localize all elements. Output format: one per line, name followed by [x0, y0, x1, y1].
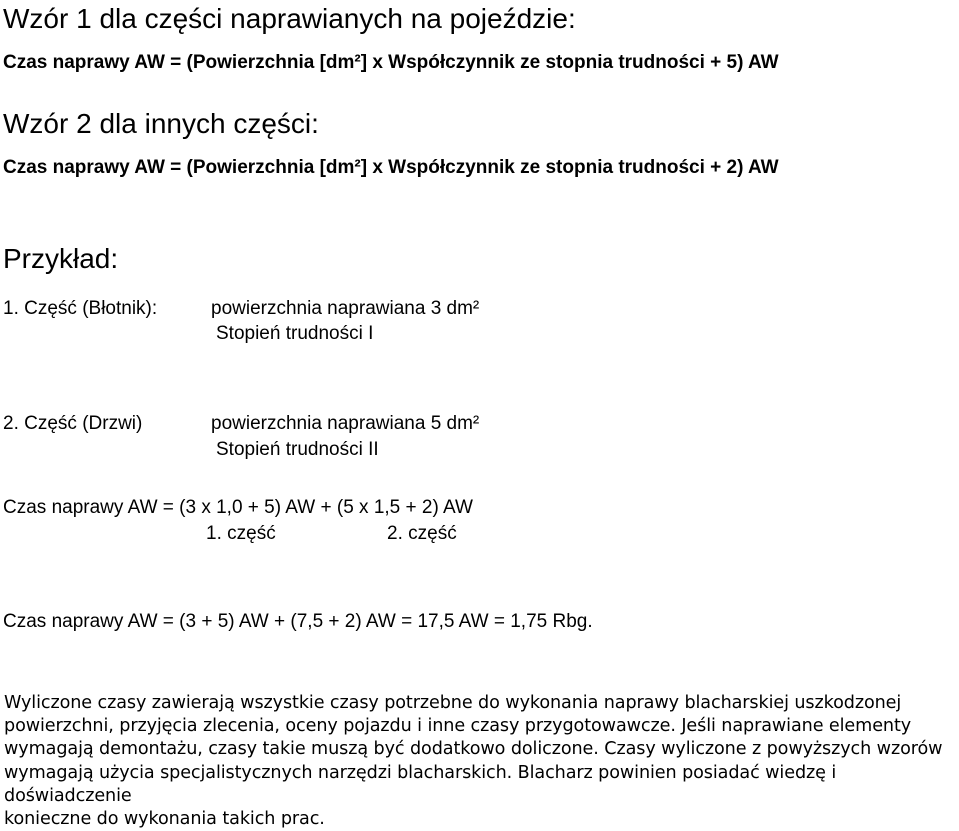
notes-line: wymagają demontażu, czasy takie muszą być dodatkowo doliczone. Czasy wyliczone z powyższych wzorów — [4, 739, 943, 760]
notes-line: konieczne do wykonania takich prac. — [4, 809, 325, 830]
part-2-difficulty: Stopień trudności II — [216, 439, 379, 460]
heading-formula-1: Wzór 1 dla części naprawianych na pojeździe: — [3, 3, 576, 34]
part-2-surface: powierzchnia naprawiana 5 dm² — [211, 413, 480, 434]
part-1-difficulty: Stopień trudności I — [216, 323, 374, 344]
example-heading: Przykład: — [3, 243, 119, 274]
heading-formula-2: Wzór 2 dla innych części: — [3, 108, 319, 139]
calculation-part-1-caption: 1. część — [206, 523, 276, 544]
notes-paragraph — [4, 692, 956, 831]
notes-line: wymagają użycia specjalistycznych narzędzi blacharskich. Blacharz powinien posiadać wiedzę i doświadczenie — [4, 762, 837, 806]
calculation-line: Czas naprawy AW = (3 x 1,0 + 5) AW + (5 x 1,5 + 2) AW — [3, 497, 473, 518]
part-1-surface: powierzchnia naprawiana 3 dm² — [211, 298, 480, 319]
notes-line: Wyliczone czasy zawierają wszystkie czasy potrzebne do wykonania naprawy blacharskiej uszkodzonej — [4, 693, 902, 713]
notes-line: powierzchni, przyjęcia zlecenia, oceny pojazdu i inne czasy przygotowawcze. Jeśli naprawiane elementy — [4, 716, 912, 737]
formula-1: Czas naprawy AW = (Powierzchnia [dm²] x Współczynnik ze stopnia trudności + 5) AW — [3, 52, 779, 73]
result-line: Czas naprawy AW = (3 + 5) AW + (7,5 + 2) AW = 17,5 AW = 1,75 Rbg. — [3, 611, 593, 632]
part-1-label: 1. Część (Błotnik): — [3, 298, 158, 319]
calculation-part-2-caption: 2. część — [387, 523, 457, 544]
formula-2: Czas naprawy AW = (Powierzchnia [dm²] x Współczynnik ze stopnia trudności + 2) AW — [3, 157, 779, 178]
part-2-label: 2. Część (Drzwi) — [3, 413, 143, 434]
